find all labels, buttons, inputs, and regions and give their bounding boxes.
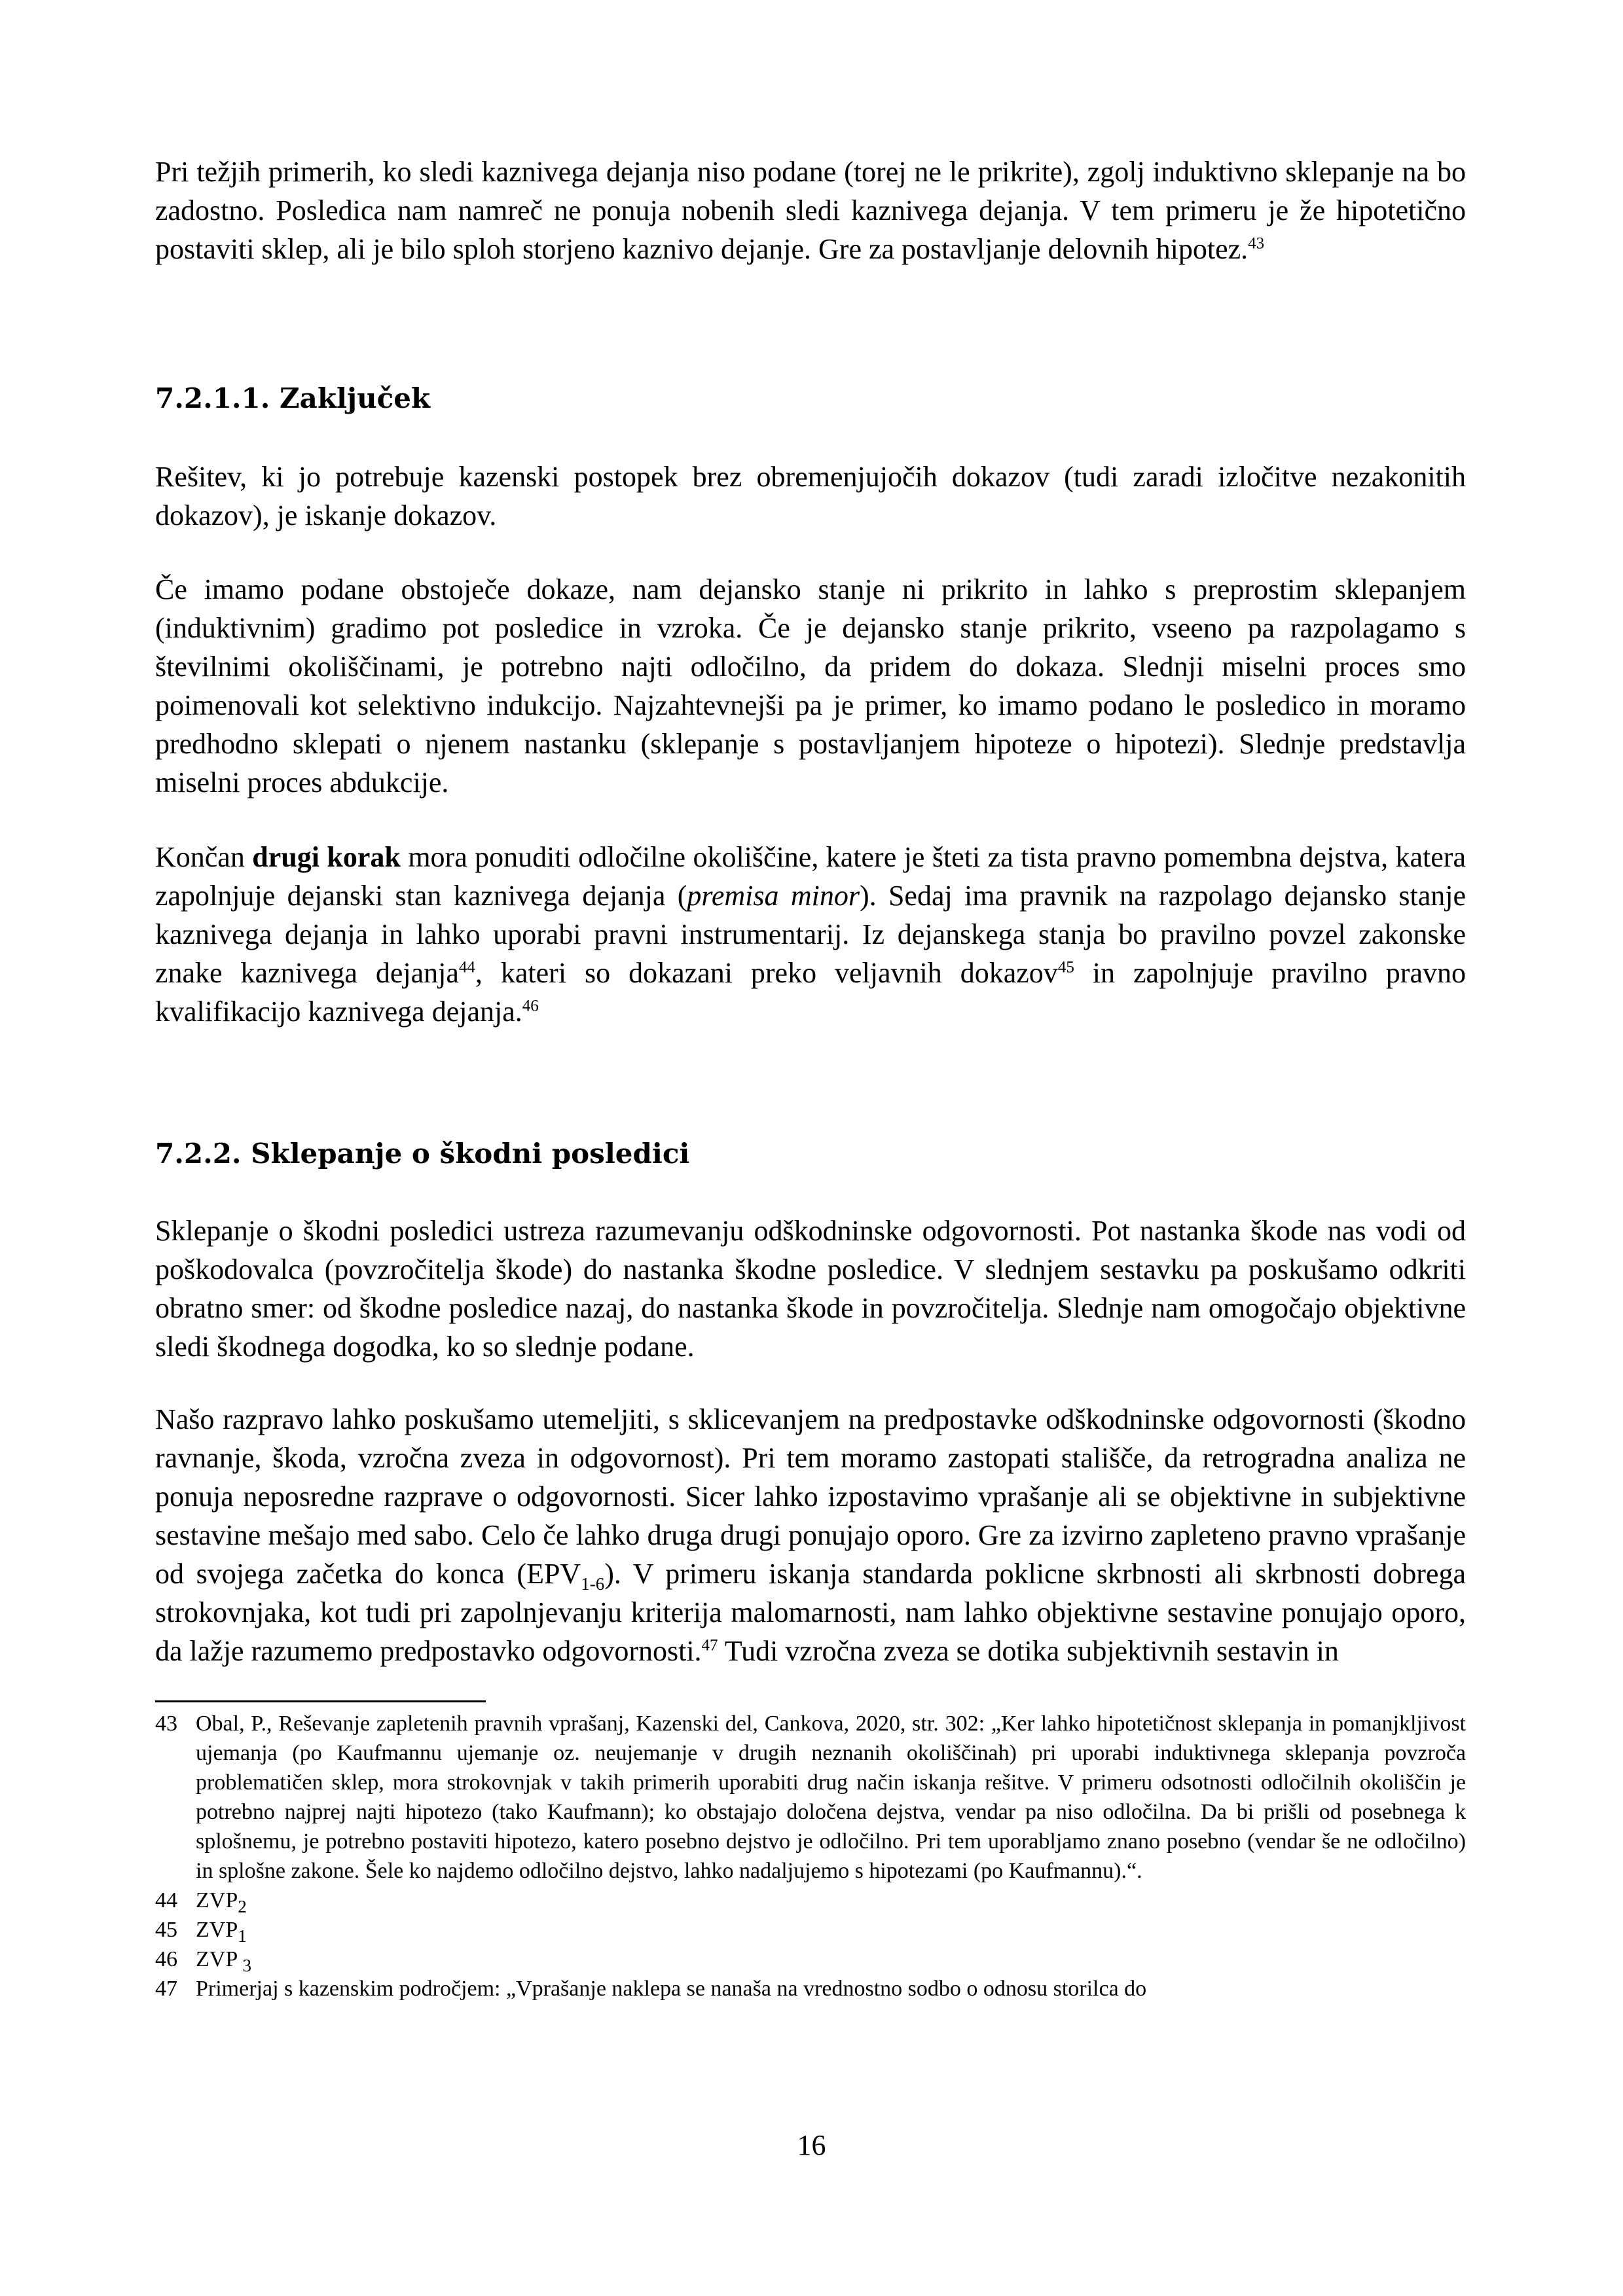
text-run: ). Sedaj ima pravnik na razpolago dejansko stanje kaznivega dejanja in lahko uporabi pravni instrumentarij. Iz dejanskega stanja bo pravilno povzel zakonske znake kaznivega dejanja	[155, 880, 1467, 989]
footnote-ref-45[interactable]: 45	[1057, 958, 1074, 977]
text-run: ). V primeru iskanja standarda poklicne skrbnosti ali skrbnosti dobrega strokovnjaka, kot tudi pri zapolnjevanju kriterija malomarnosti, nam lahko objektivne sestavine ponujajo oporo, da lažje razumemo predpostavko odgovornosti.	[155, 1558, 1466, 1667]
footnote-number: 47	[155, 1977, 177, 2001]
text-run: mora ponuditi odločilne okoliščine, katere je šteti za tista pravno pomembna dejstva, katera zapolnjuje dejanski stan kaznivega dejanja (	[155, 841, 1466, 912]
italic-term: premisa minor	[687, 880, 860, 912]
section-heading-sklepanje	[155, 1136, 1466, 1172]
footnote-43	[155, 1709, 1466, 1886]
footnotes	[155, 1709, 1466, 2003]
text-run: Našo razpravo lahko poskušamo utemeljiti, s sklicevanjem na predpostavke odškodninske odgovornosti (škodno ravnanje, škoda, vzročna zveza in odgovornost). Pri tem moramo zastopati stališče, da retrogradna analiza ne ponuja neposredne razprave o odgovornosti. Sicer lahko izpostavimo vprašanje ali se objektivne in subjektivne sestavine mešajo med sabo. Celo če lahko druga drugi ponujajo oporo. Gre za izvirno zapleteno pravno vprašanje od svojega začetka do konca (EPV	[155, 1403, 1466, 1590]
paragraph-odgovornost	[155, 1400, 1466, 1670]
subscript: 1-6	[581, 1573, 605, 1594]
footnote-text: ZVP	[196, 1888, 238, 1912]
footnote-number: 46	[155, 1947, 177, 1971]
heading-text: 7.2.2. Sklepanje o škodni posledici	[155, 1138, 690, 1170]
text-run: in zapolnjuje pravilno pravno kvalifikacijo kaznivega dejanja.	[155, 957, 1466, 1028]
footnote-45	[155, 1915, 1466, 1945]
section-heading-zakljucek	[155, 380, 1466, 417]
paragraph-dokazi	[155, 570, 1466, 802]
footnote-text: Primerjaj s kazenskim področjem: „Vprašanje naklepa se nanaša na vrednostno sodbo o odnosu storilca do	[196, 1977, 1147, 2001]
footnote-ref-44[interactable]: 44	[458, 958, 475, 977]
text-run: Končan	[155, 841, 253, 873]
footnote-text: ZVP	[196, 1918, 238, 1942]
paragraph-hypotheses	[155, 152, 1466, 268]
footnote-separator	[155, 1700, 486, 1702]
footnote-47	[155, 1974, 1466, 2003]
subscript: 2	[238, 1896, 247, 1916]
paragraph-text: Sklepanje o škodni posledici ustreza razumevanju odškodninske odgovornosti. Pot nastanka škode nas vodi od poškodovalca (povzročitelja škode) do nastanka škodne posledice. V slednjem sestavku pa poskušamo odkriti obratno smer: od škodne posledice nazaj, do nastanka škode in povzročitelja. Slednje nam omogočajo objektivne sledi škodnega dogodka, ko so slednje podane.	[155, 1215, 1466, 1363]
footnote-46	[155, 1945, 1466, 1974]
footnote-number: 45	[155, 1918, 177, 1942]
footnote-ref-43[interactable]: 43	[1248, 234, 1265, 253]
footnote-ref-46[interactable]: 46	[522, 997, 539, 1015]
footnote-number: 44	[155, 1888, 177, 1912]
subscript: 3	[242, 1955, 251, 1975]
footnote-44	[155, 1886, 1466, 1915]
paragraph-text: Rešitev, ki jo potrebuje kazenski postopek brez obremenjujočih dokazov (tudi zaradi izločitve nezakonitih dokazov), je iskanje dokazov.	[155, 461, 1466, 531]
text-run: Tudi vzročna zveza se dotika subjektivnih sestavin in	[718, 1635, 1339, 1667]
paragraph-resitev	[155, 457, 1466, 535]
footnote-text: Obal, P., Reševanje zapletenih pravnih vprašanj, Kazenski del, Cankova, 2020, str. 302: „Ker lahko hipotetičnost sklepanja in pomanjkljivost ujemanja (po Kaufmannu ujemanje oz. neujemanje v drugih neznanih okoliščinah) pri uporabi induktivnega sklepanja povzroča problematičen sklep, mora strokovnjak v takih primerih uporabiti drug način iskanja rešitve. V primeru odsotnosti odločilnih okoliščin je potrebno najprej najti hipotezo (tako Kaufmann); ko obstajajo določena dejstva, vendar pa niso odločilna. Da bi prišli od posebnega k splošnemu, je potrebno postaviti hipotezo, katero posebno dejstvo je odločilno. Pri tem uporabljamo znano posebno (vendar še ne odločilno) in splošne zakone. Šele ko najdemo odločilno dejstvo, lahko nadaljujemo s hipotezami (po Kaufmannu).“.	[196, 1712, 1466, 1883]
text-run: , kateri so dokazani preko veljavnih dokazov	[475, 957, 1058, 989]
paragraph-text: Pri težjih primerih, ko sledi kaznivega dejanja niso podane (torej ne le prikrite), zgolj induktivno sklepanje na bo zadostno. Posledica nam namreč ne ponuja nobenih sledi kaznivega dejanja. V tem primeru je že hipotetično postaviti sklep, ali je bilo sploh storjeno kaznivo dejanje. Gre za postavljanje delovnih hipotez.	[155, 156, 1466, 265]
bold-term: drugi korak	[252, 841, 401, 873]
footnote-text: ZVP	[196, 1947, 243, 1971]
footnote-ref-47[interactable]: 47	[701, 1636, 718, 1655]
paragraph-text: Če imamo podane obstoječe dokaze, nam dejansko stanje ni prikrito in lahko s preprostim sklepanjem (induktivnim) gradimo pot posledice in vzroka. Če je dejansko stanje prikrito, vseeno pa razpolagamo s številnimi okoliščinami, je potrebno najti odločilno, da pridem do dokaza. Slednji miselni proces smo poimenovali kot selektivno indukcijo. Najzahtevnejši pa je primer, ko imamo podano le posledico in moramo predhodno sklepati o njenem nastanku (sklepanje s postavljanjem hipoteze o hipotezi). Slednje predstavlja miselni proces abdukcije.	[155, 573, 1466, 798]
subscript: 1	[238, 1926, 247, 1946]
page-number: 16	[797, 2129, 826, 2161]
footnote-number: 43	[155, 1712, 177, 1736]
paragraph-skodna-posledica	[155, 1211, 1466, 1366]
paragraph-drugi-korak	[155, 838, 1466, 1031]
heading-text: 7.2.1.1. Zaključek	[155, 382, 431, 414]
